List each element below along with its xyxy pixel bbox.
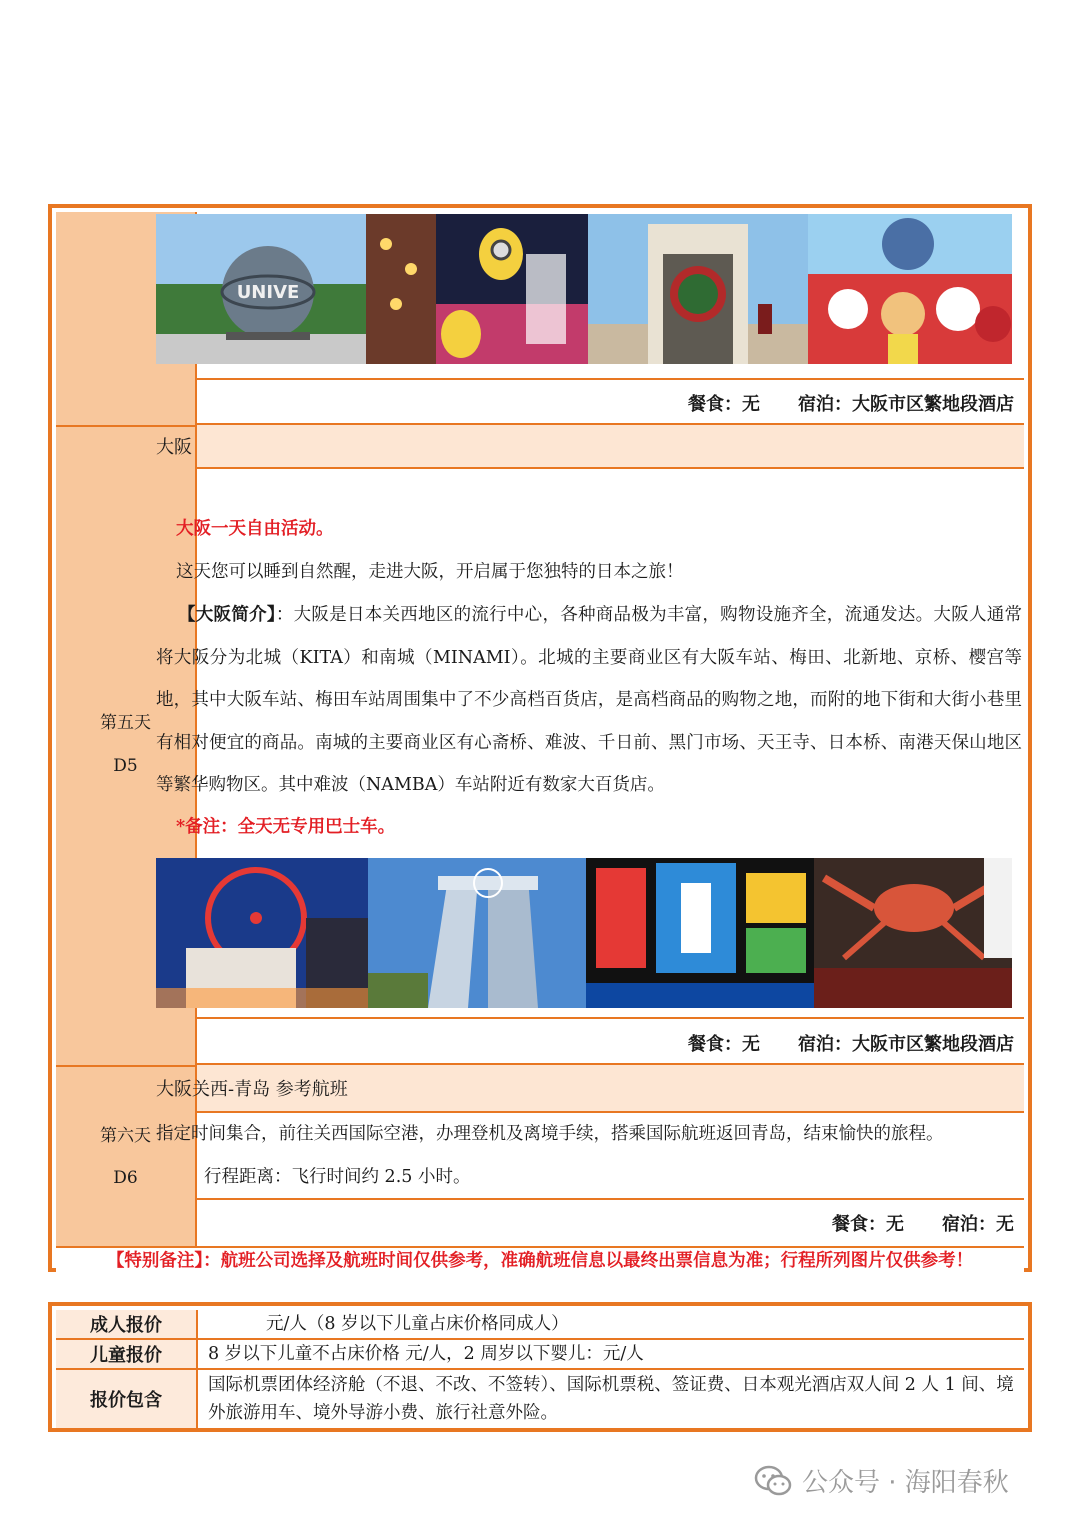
- day4-stay: 宿泊：大阪市区繁地段酒店: [798, 394, 1014, 415]
- day6-title: 大阪关西-青岛 参考航班: [156, 1079, 348, 1100]
- include-label: 报价包含: [56, 1370, 198, 1428]
- day5-code: D5: [113, 756, 138, 776]
- day6-label: 第六天: [100, 1126, 151, 1146]
- adult-price-value: 元/人（8 岁以下儿童占床价格同成人）: [266, 1314, 569, 1334]
- day5-title: 大阪: [156, 437, 192, 458]
- day5-brief-label: 【大阪简介】: [178, 605, 276, 625]
- child-price-label: 儿童报价: [56, 1340, 198, 1368]
- include-value: 国际机票团体经济舱（不退、不改、不签转）、国际机票税、签证费、日本观光酒店双人间 2 人 1 间、境外旅游用车、境外导游小费、旅行社意外险。: [208, 1375, 1014, 1423]
- day6-meal: 餐食：无: [832, 1214, 904, 1235]
- day6-code: D6: [113, 1168, 138, 1188]
- child-price-row: [56, 1340, 1024, 1370]
- svg-text:UNIVE: UNIVE: [236, 282, 300, 303]
- itinerary-table: [48, 204, 1032, 1272]
- day5-meal: 餐食：无: [688, 1034, 760, 1055]
- day5-headline-text: 大阪一天自由活动。: [176, 519, 334, 539]
- adult-price-label: 成人报价: [56, 1310, 198, 1338]
- adult-price-row: [56, 1310, 1024, 1340]
- day5-remark-text: *备注：全天无专用巴士车。: [176, 817, 396, 837]
- day4-photo-row: [197, 212, 1024, 380]
- day5-meal-row: [688, 1030, 1014, 1056]
- day5-stay: 宿泊：大阪市区繁地段酒店: [798, 1034, 1014, 1055]
- day5-brief-text: ：大阪是日本关西地区的流行中心，各种商品极为丰富，购物设施齐全，流通发达。大阪人通常将大阪分为北城（KITA）和南城（MINAMI）。北城的主要商业区有大阪车站、梅田、北新地、京桥、樱宫等地，其中大阪车站、梅田车站周围集中了不少高档百货店，是高档商品的购物之地，而附的地下街和大街小巷里有相对便宜的商品。南城的主要商业区有心斋桥、难波、千日前、黑门市场、天王寺、日本桥、南港天保山地区等繁华购物区。其中难波（NAMBA）车站附近有数家大百货店。: [156, 605, 1023, 795]
- day4-meal: 餐食：无: [688, 394, 760, 415]
- special-note: 【特别备注】：航班公司选择及航班时间仅供参考，准确航班信息以最终出票信息为准；行程所列图片仅供参考！: [56, 1246, 1024, 1274]
- wechat-icon: [754, 1465, 792, 1497]
- include-row: [56, 1370, 1024, 1428]
- day4-meal-row: [688, 390, 1014, 416]
- day5-label: 第五天: [100, 713, 151, 733]
- day6-body: [197, 1113, 1024, 1200]
- day5-intro: 这天您可以睡到自然醒，走进大阪，开启属于您独特的日本之旅！: [176, 562, 684, 582]
- day5-body: [197, 469, 1024, 1019]
- day5-title-row: [197, 423, 1024, 469]
- day6-stay: 宿泊：无: [942, 1214, 1014, 1235]
- child-price-value: 8 岁以下儿童不占床价格 元/人，2 周岁以下婴儿：元/人: [208, 1344, 644, 1364]
- wechat-watermark: [754, 1462, 1009, 1499]
- day6-meal-row: [832, 1210, 1014, 1236]
- watermark-text: 公众号 · 海阳春秋: [802, 1468, 1009, 1498]
- price-table: [48, 1302, 1032, 1432]
- day6-distance: 行程距离：飞行时间约 2.5 小时。: [204, 1167, 471, 1187]
- day6-text: 指定时间集合，前往关西国际空港，办理登机及离境手续，搭乘国际航班返回青岛，结束愉快的旅程。: [156, 1124, 944, 1144]
